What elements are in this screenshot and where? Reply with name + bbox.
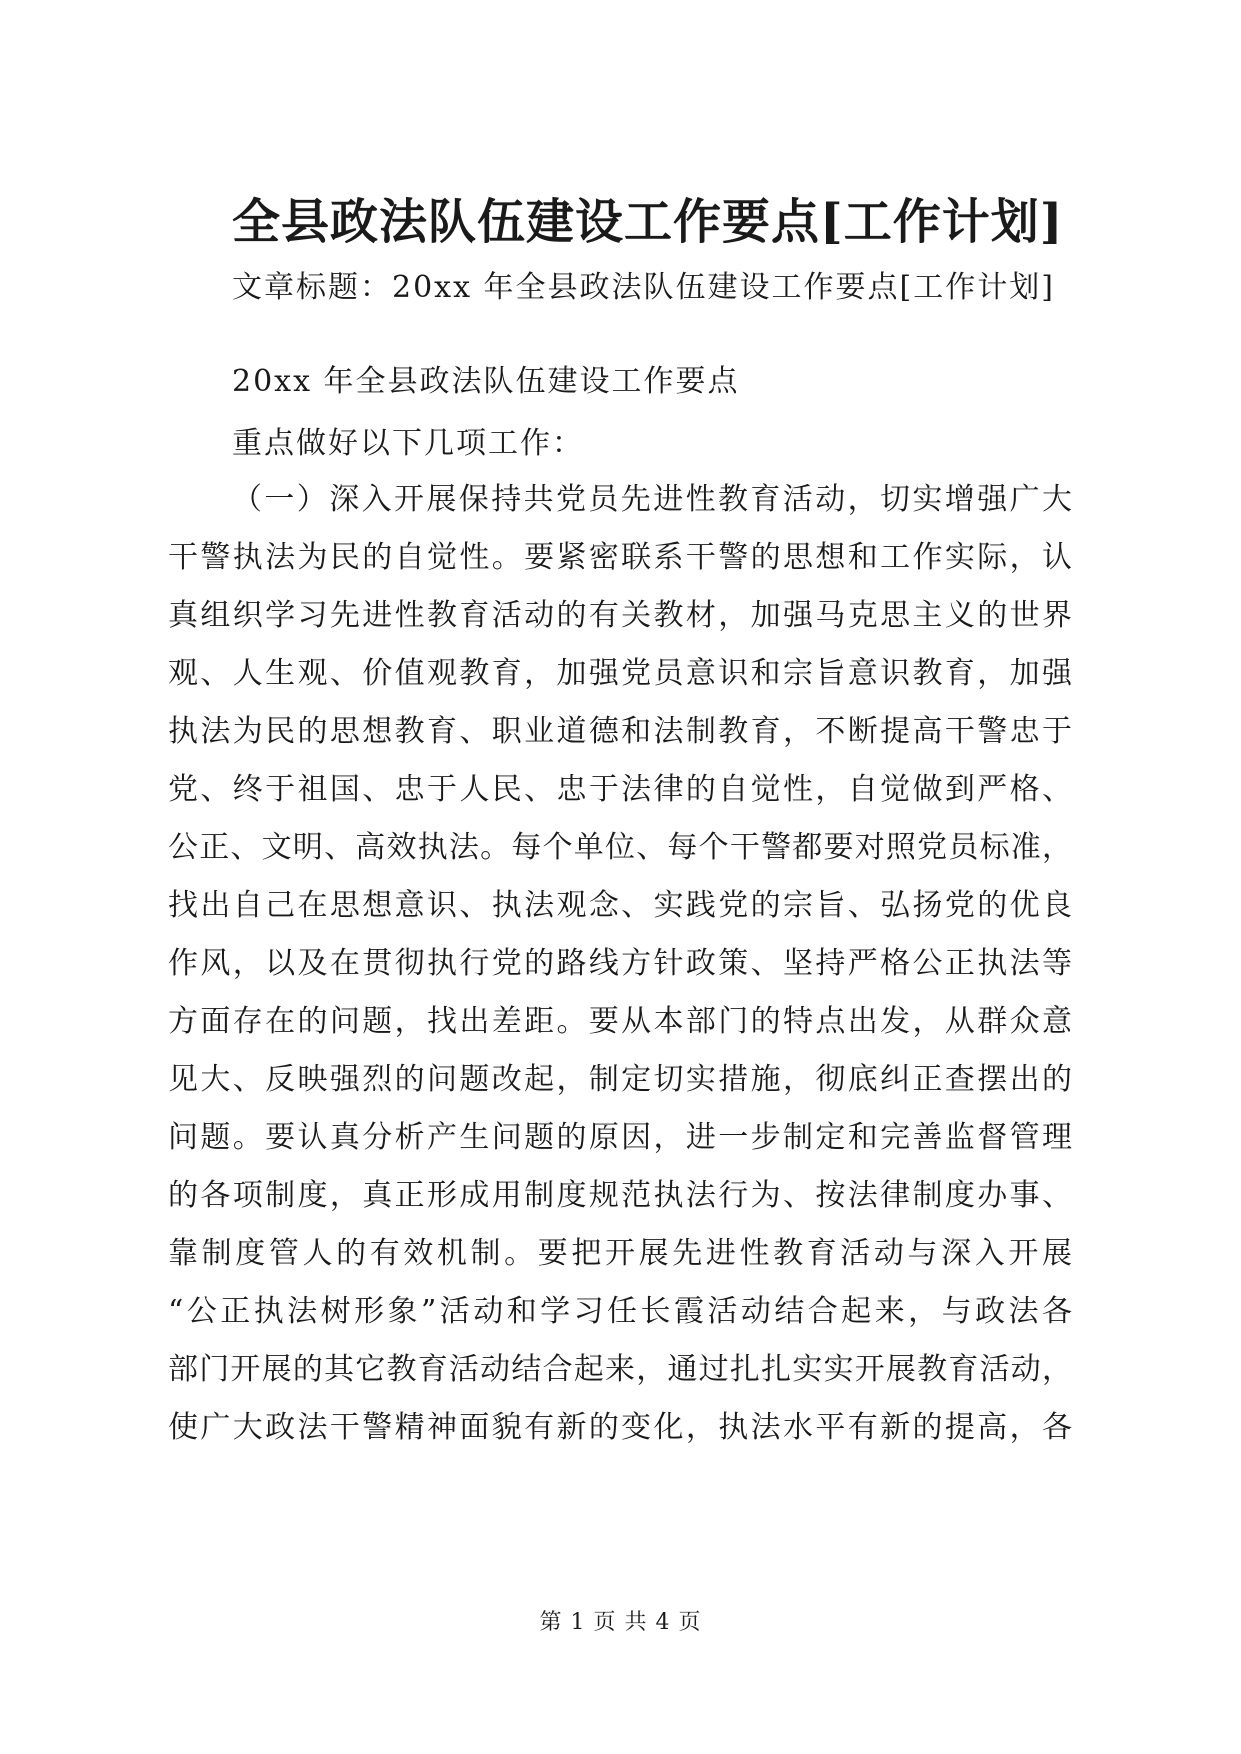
body-line: 见大、反映强烈的问题改起，制定切实措施，彻底纠正查摆出的 bbox=[168, 1062, 1073, 1097]
body-line: 部门开展的其它教育活动结合起来，通过扎扎实实开展教育活动， bbox=[168, 1352, 1073, 1387]
body-line: 公正、文明、高效执法。每个单位、每个干警都要对照党员标准， bbox=[168, 830, 1073, 865]
body-line: （一）深入开展保持共党员先进性教育活动，切实增强广大 bbox=[232, 482, 1073, 517]
document-title: 全县政法队伍建设工作要点[工作计划] bbox=[232, 194, 1064, 250]
body-line: 真组织学习先进性教育活动的有关教材，加强马克思主义的世界 bbox=[168, 598, 1073, 633]
body-line: 找出自己在思想意识、执法观念、实践党的宗旨、弘扬党的优良 bbox=[168, 888, 1073, 923]
body-paragraph bbox=[168, 480, 1073, 1466]
body-line: 方面存在的问题，找出差距。要从本部门的特点出发，从群众意 bbox=[168, 1004, 1073, 1039]
body-line: 使广大政法干警精神面貌有新的变化，执法水平有新的提高，各 bbox=[168, 1410, 1073, 1445]
page-footer: 第 1 页 共 4 页 bbox=[539, 1610, 702, 1635]
subtitle-line: 20xx 年全县政法队伍建设工作要点 bbox=[232, 364, 740, 399]
body-line: 执法为民的思想教育、职业道德和法制教育，不断提高干警忠于 bbox=[168, 714, 1073, 749]
body-line: 作风，以及在贯彻执行党的路线方针政策、坚持严格公正执法等 bbox=[168, 946, 1073, 981]
article-title-line: 文章标题：20xx 年全县政法队伍建设工作要点[工作计划] bbox=[232, 270, 1055, 305]
body-line: 的各项制度，真正形成用制度规范执法行为、按法律制度办事、 bbox=[168, 1178, 1073, 1213]
intro-line: 重点做好以下几项工作： bbox=[232, 426, 584, 461]
body-line: 靠制度管人的有效机制。要把开展先进性教育活动与深入开展 bbox=[168, 1236, 1073, 1271]
body-line: 观、人生观、价值观教育，加强党员意识和宗旨意识教育，加强 bbox=[168, 656, 1073, 691]
body-line: “公正执法树形象”活动和学习任长霞活动结合起来，与政法各 bbox=[168, 1294, 1073, 1329]
body-line: 党、终于祖国、忠于人民、忠于法律的自觉性，自觉做到严格、 bbox=[168, 772, 1073, 807]
body-line: 干警执法为民的自觉性。要紧密联系干警的思想和工作实际，认 bbox=[168, 540, 1073, 575]
body-line: 问题。要认真分析产生问题的原因，进一步制定和完善监督管理 bbox=[168, 1120, 1073, 1155]
